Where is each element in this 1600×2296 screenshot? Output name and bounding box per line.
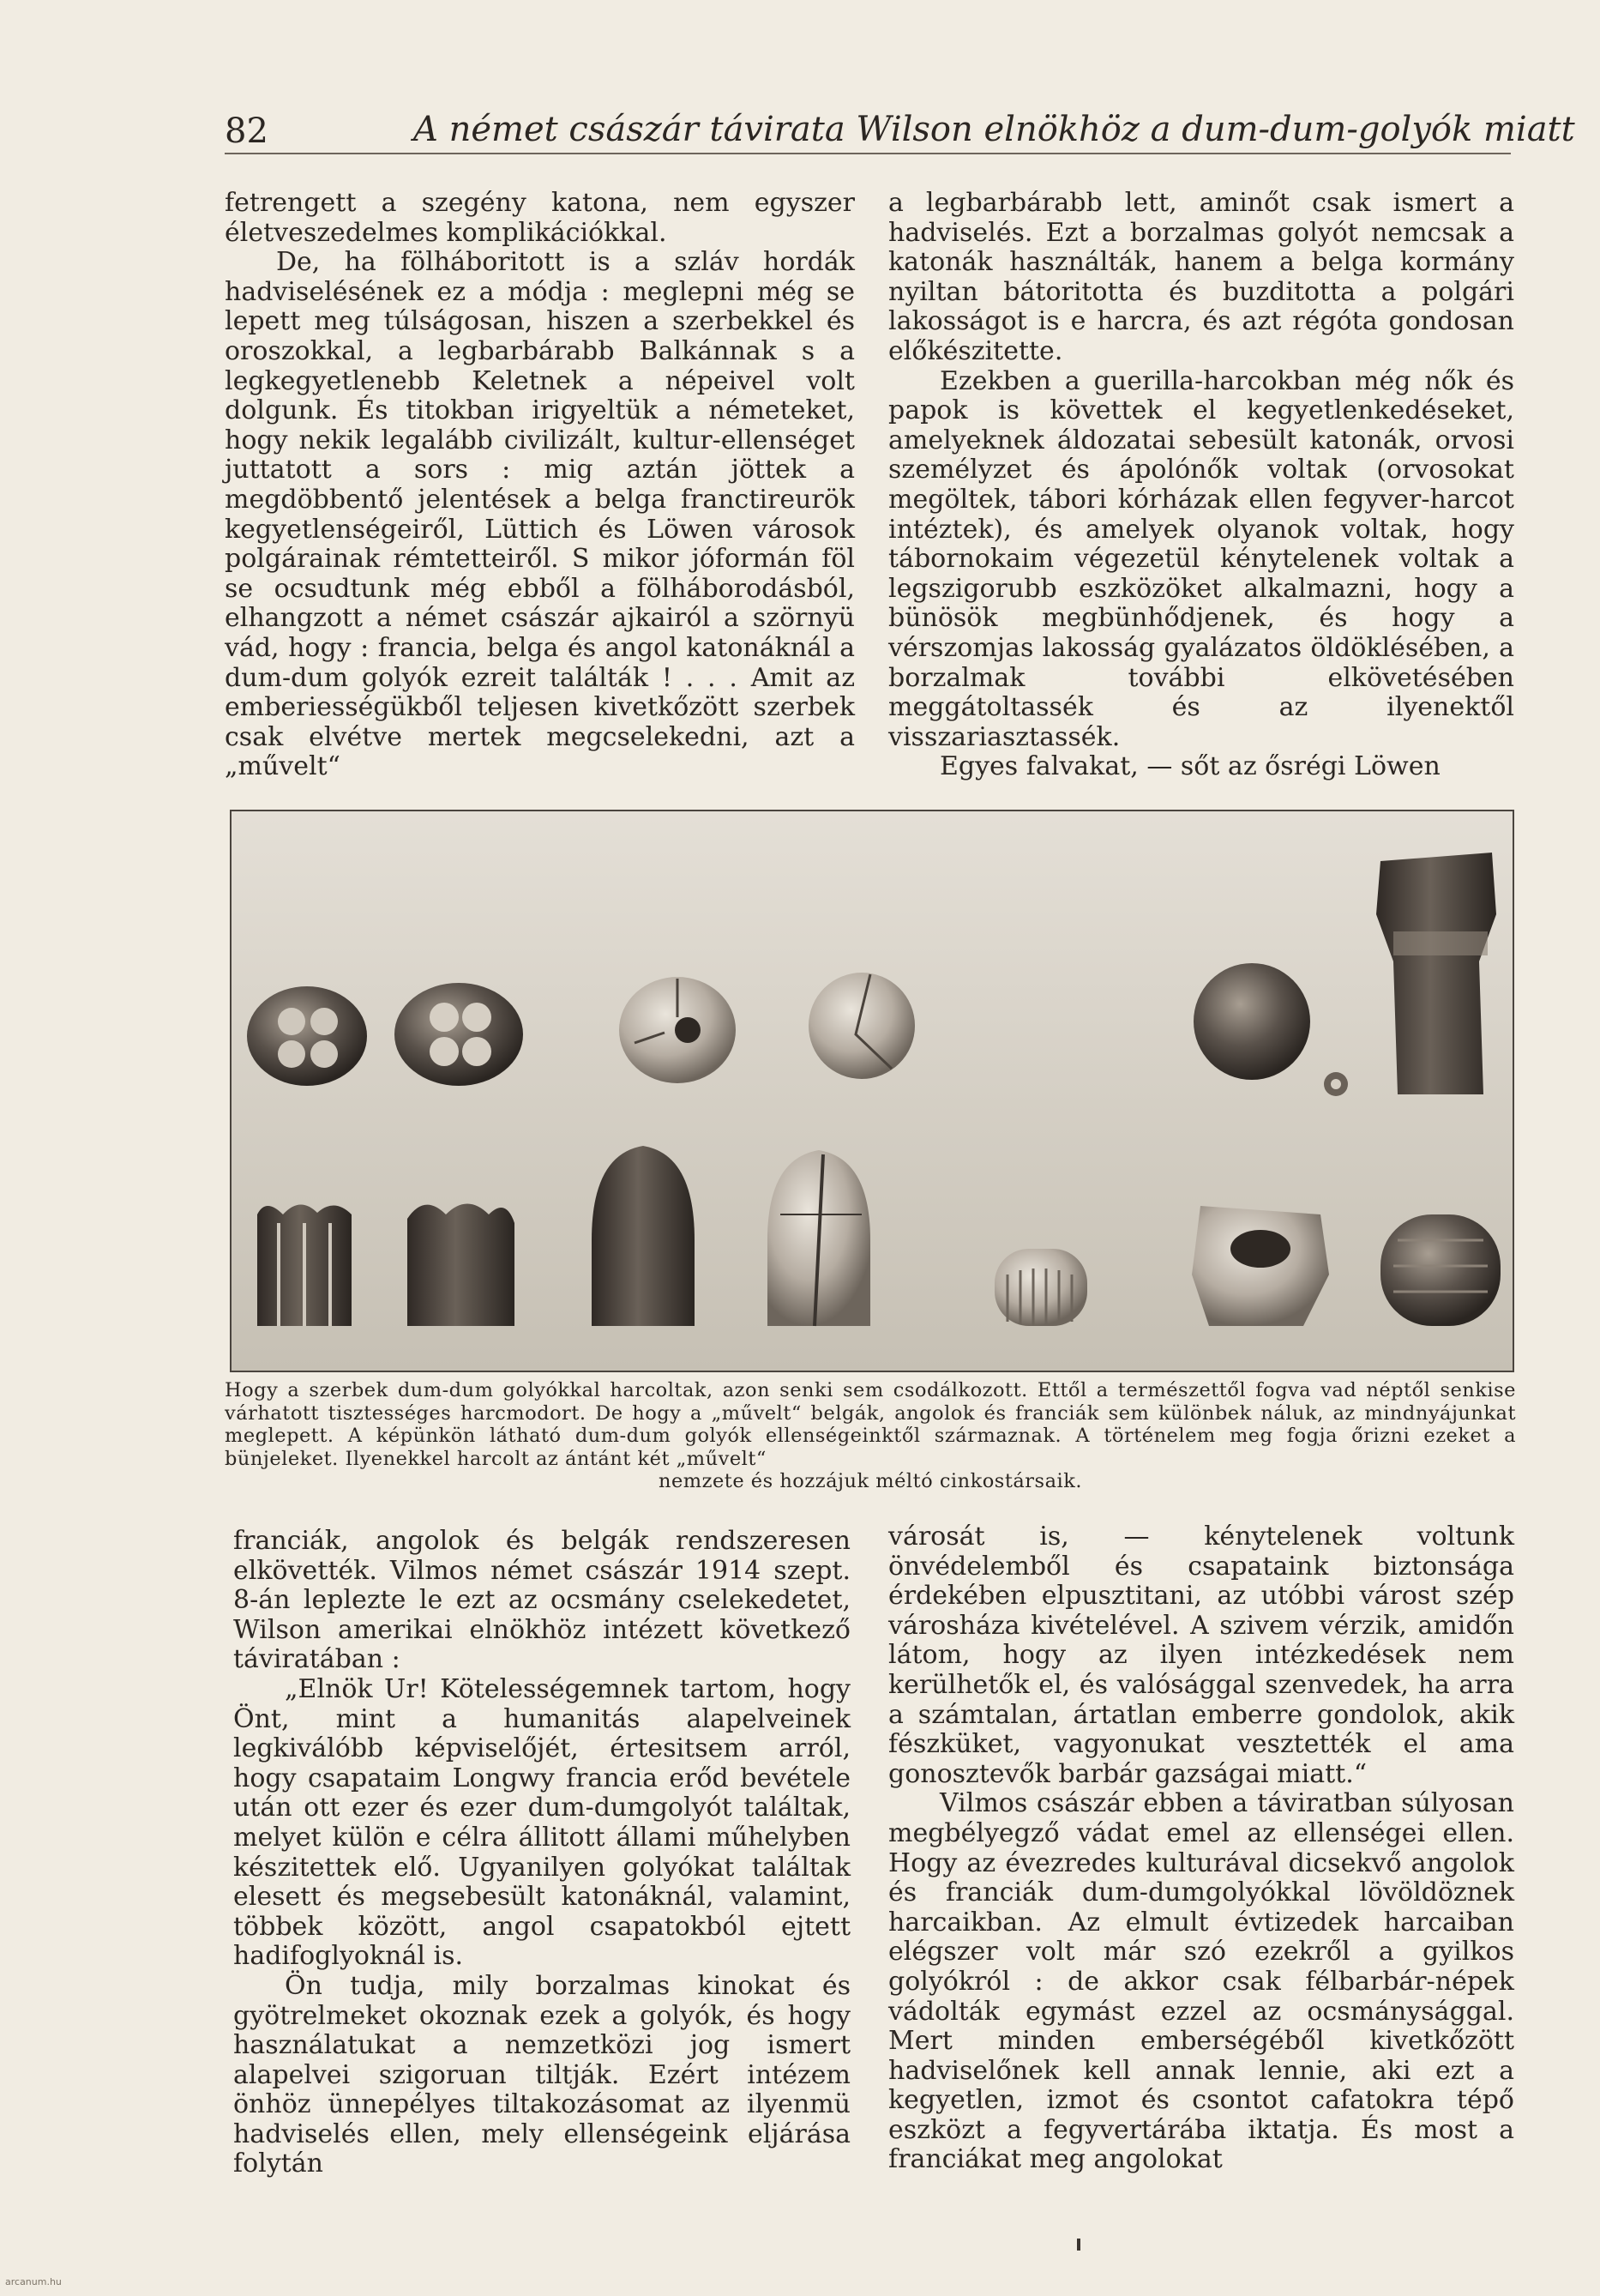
bullet <box>619 977 736 1083</box>
bullet <box>1192 1206 1329 1326</box>
bullet <box>257 1204 352 1326</box>
bullet <box>995 1249 1087 1326</box>
bullet <box>1324 1072 1348 1096</box>
paragraph: Vilmos császár ebben a táviratban súlyosan megbélyegző vádat emel az ellenségei ellen. Hogy az évezredes kulturával dicsekvő angolok és franciák dum-dumgolyókkal lövöldöznek harcaikban. Az elmult évtizedek harcaiban elégszer volt már szó ezekről a gyilkos golyókról : de akkor csak félbarbár-népek vádolták egymást ezzel az ocsmánysággal. Mert minden emberségéből kivetkőzött hadviselőnek kell annak lennie, aki ezt a kegyetlen, izmot és csontot cafatokra tépő eszközt a fegyvertárába iktatja. És most a franciákat meg angolokat <box>888 1788 1514 2175</box>
paragraph: Ezekben a guerilla-harcokban még nők és papok is követtek el kegyetlenkedéseket, amelyeknek áldozatai sebesült katonák, orvosi személyzet és ápolónők voltak (orvosokat megöltek, tábori kórházak ellen fegyver-harcot intéztek), és amelyek olyanok voltak, hogy tábornokaim végezetül kénytelenek voltak a legszigorubb eszközöket alkalmazni, hogy a bünösök megbünhődjenek, és hogy a vérszomjas lakosság gyalázatos öldöklésében, a borzalmak további elkövetésében meggátoltassék és az ilyenektől visszariasztassék. <box>888 365 1514 752</box>
page-number: 82 <box>225 111 268 151</box>
column-top-right <box>888 189 1514 782</box>
bullet <box>809 973 915 1079</box>
column-bottom-right <box>888 1522 1514 2175</box>
paragraph: a legbarbárabb lett, aminőt csak ismert a hadviselés. Ezt a borzalmas golyót nemcsak a katonák használták, hanem a belga kormány nyiltan bátoritotta és buzditotta a polgári lakosságot is e harcra, és azt régóta gondosan előkészitette. <box>888 188 1514 366</box>
column-bottom-left <box>233 1527 851 2179</box>
bullet <box>407 1204 514 1327</box>
paragraph: Egyes falvakat, — sőt az ősrégi Löwen <box>940 751 1441 782</box>
paragraph: De, ha fölháboritott is a szláv hordák hadviselésének ez a módja : meglepni még se lepett meg túlságosan, hiszen a szerbekkel és oroszokkal, a legbarbárabb Balkánnak s a legkegyetlenebb Keletnek a népeivel volt dolgunk. És titokban irigyeltük a németeket, hogy nekik legalább civilizált, kultur-ellenséget juttatott a sors : mig aztán jöttek a megdöbbentő jelentések a belga franctireurök kegyetlenségeiről, Lüttich és Löwen városok polgárainak rémtetteiről. S mikor jóformán föl se ocsudtunk még ebből a fölháborodásból, elhangzott a német császár ajkairól a szörnyü vád, hogy : francia, belga és angol katonáknál a dum-dum golyók ezreit találták ! . . . Amit az emberiességükből teljesen kivetkőzött szerbek csak elvétve mertek megcselekedni, azt a „művelt“ <box>225 247 855 782</box>
bullet <box>592 1146 695 1326</box>
page-header <box>225 105 1575 154</box>
paragraph: „Elnök Ur! Kötelességemnek tartom, hogy Önt, mint a humanitás alapelveinek legkiválóbb képviselőjét, értesitsem arról, hogy csapataim Longwy francia erőd bevétele után ott ezer és ezer dum-dumgolyót találtak, melyet külön e célra állitott állami műhelyben készitettek elő. Ugyanilyen golyókat találtak elesett és megsebesült katonáknál, valamint, többek között, angol csapatokból ejtett hadifoglyoknál is. <box>233 1673 851 1972</box>
column-top-left <box>225 189 855 782</box>
figure-caption <box>225 1379 1516 1493</box>
paragraph: fetrengett a szegény katona, nem egyszer életveszedelmes komplikációkkal. <box>225 188 855 248</box>
bullet <box>247 986 367 1086</box>
bullets-illustration <box>232 811 1514 1372</box>
paragraph: városát is, — kénytelenek voltunk önvédelemből és csapataink biztonsága érdekében elpusztitani, az utóbbi várost szép városháza kivételével. A szivem vérzik, amidőn látom, hogy az ilyen intézkedések nem kerülhetők el, és valósággal szenvedek, ha arra a számtalan, ártatlan emberre gondolok, akik fészküket, vagyonukat vesztették el ama gonosztevők barbár gazságai miatt.“ <box>888 1522 1514 1789</box>
bullet <box>1380 1214 1501 1326</box>
caption-last-line: nemzete és hozzájuk méltó cinkostársaik. <box>658 1470 1082 1492</box>
photo-frame <box>230 810 1514 1372</box>
bullet <box>394 983 523 1086</box>
watermark: arcanum.hu <box>5 2276 62 2287</box>
bullets-photo <box>230 810 1514 1372</box>
paragraph: Ön tudja, mily borzalmas kinokat és gyötrelmeket okoznak ezek a golyók, és hogy használatukat a nemzetközi jog ismert alapelvei szigoruan tiltják. Ezért intézem önhöz ünnepélyes tiltakozásomat az ilyenmü hadviselés ellen, mely ellenségeink eljárása folytán <box>233 1970 851 2179</box>
bullet <box>767 1150 870 1326</box>
running-title: A német császár távirata Wilson elnökhöz a dum-dum-golyók miatt <box>413 110 1575 149</box>
caption-text: Hogy a szerbek dum-dum golyókkal harcoltak, azon senki sem csodálkozott. Ettől a természettől fogva vad néptől senkise várhatott tisztességes harcmodort. De hogy a „művelt“ belgák, angolok és franciák sem különbek náluk, az mindnyájunkat meglepett. A képünkön látható dum-dum golyók ellenségeinktől származnak. A történelem meg fogja őrizni ezeket a bünjeleket. Ilyenekkel harcolt az ántánt két „művelt“ <box>225 1379 1516 1470</box>
bullet <box>1194 963 1310 1080</box>
print-mark <box>1077 2239 1080 2251</box>
paragraph: franciák, angolok és belgák rendszeresen elkövették. Vilmos német császár 1914 szept. 8-án leplezte le ezt az ocsmány cselekedetet, Wilson amerikai elnökhöz intézett következő táviratában : <box>233 1526 851 1675</box>
